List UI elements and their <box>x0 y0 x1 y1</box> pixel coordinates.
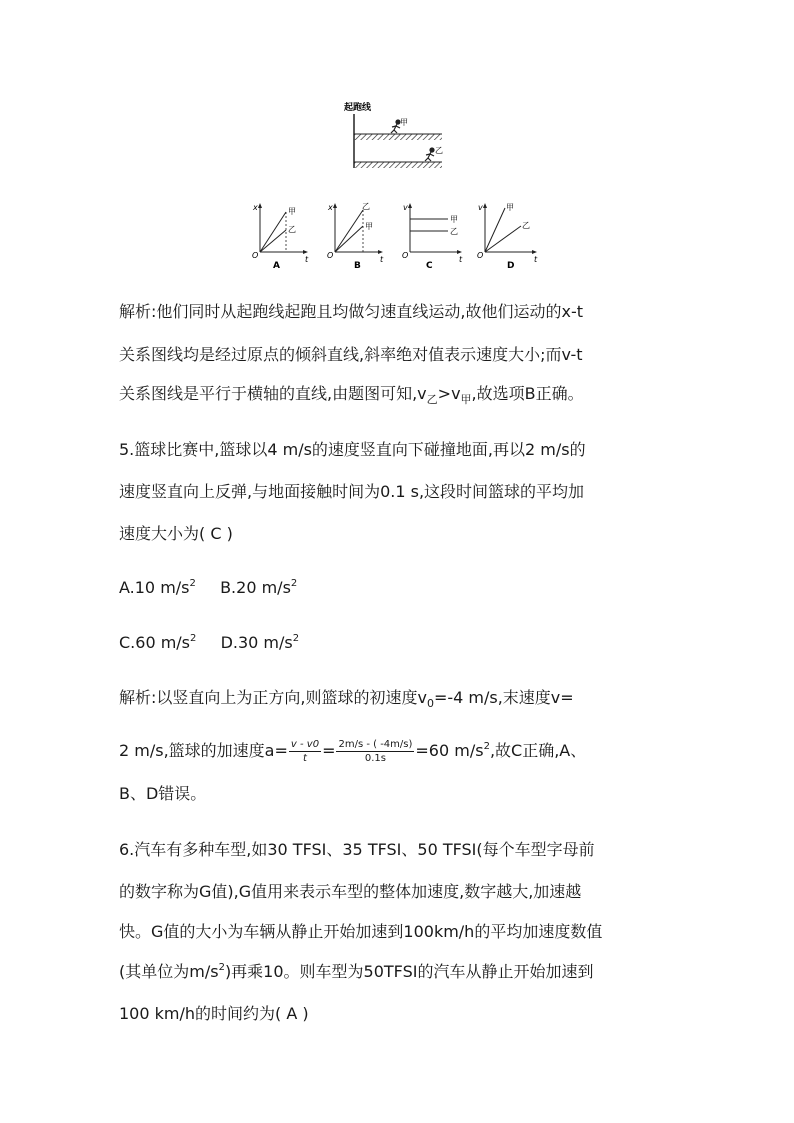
lower-track <box>354 162 442 168</box>
graph-d-option-label: D <box>507 261 515 271</box>
graph-c-line1-label: 甲 <box>450 215 458 224</box>
q5-option-c: C.60 m/s <box>119 633 191 652</box>
graph-a-line1-label: 甲 <box>288 207 296 216</box>
q5-option-b: B.20 m/s <box>220 578 291 597</box>
graph-d-line2-label: 乙 <box>522 221 530 230</box>
graph-d-line1-label: 甲 <box>506 203 514 212</box>
graph-d-y-label: v <box>478 203 483 212</box>
graph-b-line1-label: 乙 <box>362 202 370 211</box>
start-line-label: 起跑线 <box>344 103 372 113</box>
q5-option-d: D.30 m/s <box>220 633 293 652</box>
graph-d <box>475 200 541 272</box>
graph-a-y-label: x <box>253 203 258 212</box>
analysis4-line2: 关系图线均是经过原点的倾斜直线,斜率绝对值表示速度大小;而v-t <box>119 345 583 364</box>
graph-c-line2-label: 乙 <box>450 227 458 236</box>
graph-c-option-label: C <box>426 261 433 271</box>
q6-line1: 6.汽车有多种车型,如30 TFSI、35 TFSI、50 TFSI(每个车型字母前 <box>119 840 595 859</box>
analysis5-line1: 解析:以竖直向上为正方向,则篮球的初速度$v_0=-4$ m/s,末速度v= <box>119 688 574 710</box>
graph-c-x-label: t <box>459 255 463 264</box>
graph-a-line2-label: 乙 <box>288 225 296 234</box>
runner-jia-label: 甲 <box>400 118 408 127</box>
q5-options-cd: C.60 $m/s^2$ D.30 $m/s^2$ <box>119 633 300 652</box>
graph-c <box>400 200 466 272</box>
q6-line5: 100 km/h的时间约为( A ) <box>119 1004 309 1023</box>
graph-c-y-label: v <box>403 203 408 212</box>
analysis4-line3: 关系图线是平行于横轴的直线,由题图可知$,v_乙>v_甲$,故选项B正确。 <box>119 384 584 406</box>
graph-b <box>325 200 385 272</box>
start-line-figure <box>340 98 450 174</box>
analysis5-line2: 2 m/s,篮球的加速度a= $\frac{v - v0}{t}$ = $\frac{2m/s - ( -4m/s)}{0.1s}$ =60 $m/s^2$,故C正确,A、 <box>119 739 587 764</box>
analysis5-line3: B、D错误。 <box>119 784 207 803</box>
runner-yi-label: 乙 <box>435 146 443 155</box>
graph-a-x-label: t <box>305 255 309 264</box>
q5-line3: 速度大小为( C ) <box>119 524 233 543</box>
graph-c-origin: O <box>402 251 409 260</box>
runner-yi-icon <box>425 148 434 161</box>
velocity-fraction: $\frac{v - v0}{t}$ <box>290 739 320 764</box>
q5-options-ab: A.10 $m/s^2$ B.20 $m/s^2$ <box>119 578 298 597</box>
graph-a <box>250 200 310 272</box>
graph-b-option-label: B <box>354 261 361 271</box>
q5-line2: 速度竖直向上反弹,与地面接触时间为0.1 s,这段时间篮球的平均加 <box>119 482 585 501</box>
graph-a-origin: O <box>252 251 259 260</box>
numeric-fraction: $\frac{2m/s - ( -4m/s)}{0.1s}$ <box>338 739 413 764</box>
graph-b-line2-label: 甲 <box>365 222 373 231</box>
q6-line2: 的数字称为G值),G值用来表示车型的整体加速度,数字越大,加速越 <box>119 882 582 901</box>
graph-b-origin: O <box>327 251 334 260</box>
analysis4-line1: 解析:他们同时从起跑线起跑且均做匀速直线运动,故他们运动的x-t <box>119 302 583 321</box>
runner-jia-icon <box>391 120 400 133</box>
graph-b-y-label: x <box>328 203 333 212</box>
q5-option-a: A.10 m/s <box>119 578 190 597</box>
graph-d-x-label: t <box>534 255 538 264</box>
graph-a-option-label: A <box>273 261 280 271</box>
graph-b-x-label: t <box>380 255 384 264</box>
q6-line4: (其单位为$m/s^2$)再乘10。则车型为50TFSI的汽车从静止开始加速到 <box>119 962 594 981</box>
q5-line1: 5.篮球比赛中,篮球以4 m/s的速度竖直向下碰撞地面,再以2 m/s的 <box>119 440 586 459</box>
q6-line3: 快。G值的大小为车辆从静止开始加速到100km/h的平均加速度数值 <box>119 922 603 941</box>
graph-d-origin: O <box>477 251 484 260</box>
upper-track <box>354 134 442 140</box>
